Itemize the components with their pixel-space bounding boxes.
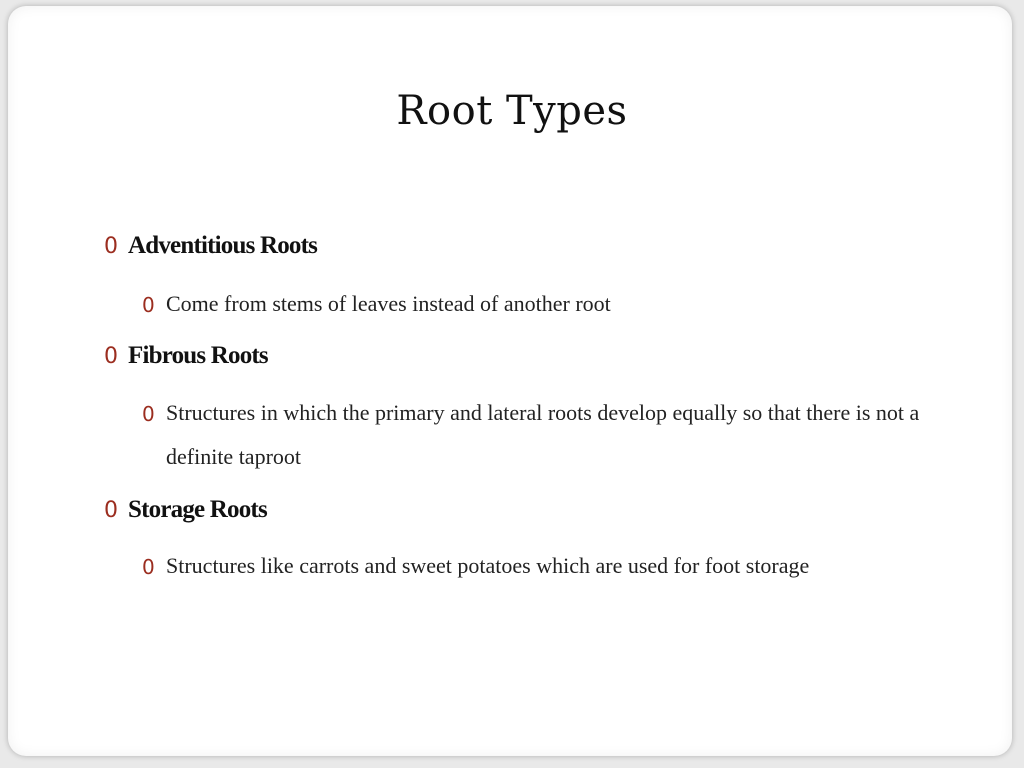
bullet-marker: 0	[142, 555, 155, 579]
bullet-marker: 0	[142, 293, 155, 317]
bullet-detail: Structures in which the primary and lateral roots develop equally so that there is not a definite taproot	[166, 400, 920, 469]
bullet-marker: 0	[104, 234, 118, 259]
sub-bullet-fibrous-detail	[142, 401, 926, 479]
bullet-detail: Structures like carrots and sweet potatoes which are used for foot storage	[166, 553, 810, 578]
bullet-fibrous-roots	[104, 342, 268, 370]
bullet-marker: 0	[142, 402, 155, 426]
bullet-marker: 0	[104, 498, 118, 523]
sub-bullet-adventitious-detail	[142, 292, 926, 326]
bullet-heading: Storage Roots	[128, 496, 267, 523]
slide-title: Root Types	[396, 88, 628, 134]
sub-bullet-storage-detail	[142, 554, 866, 588]
bullet-heading: Adventitious Roots	[128, 232, 318, 259]
bullet-storage-roots	[104, 496, 267, 524]
bullet-adventitious-roots	[104, 232, 317, 260]
bullet-marker: 0	[104, 344, 118, 369]
bullet-heading: Fibrous Roots	[128, 342, 268, 369]
bullet-detail: Come from stems of leaves instead of another root	[166, 291, 611, 316]
